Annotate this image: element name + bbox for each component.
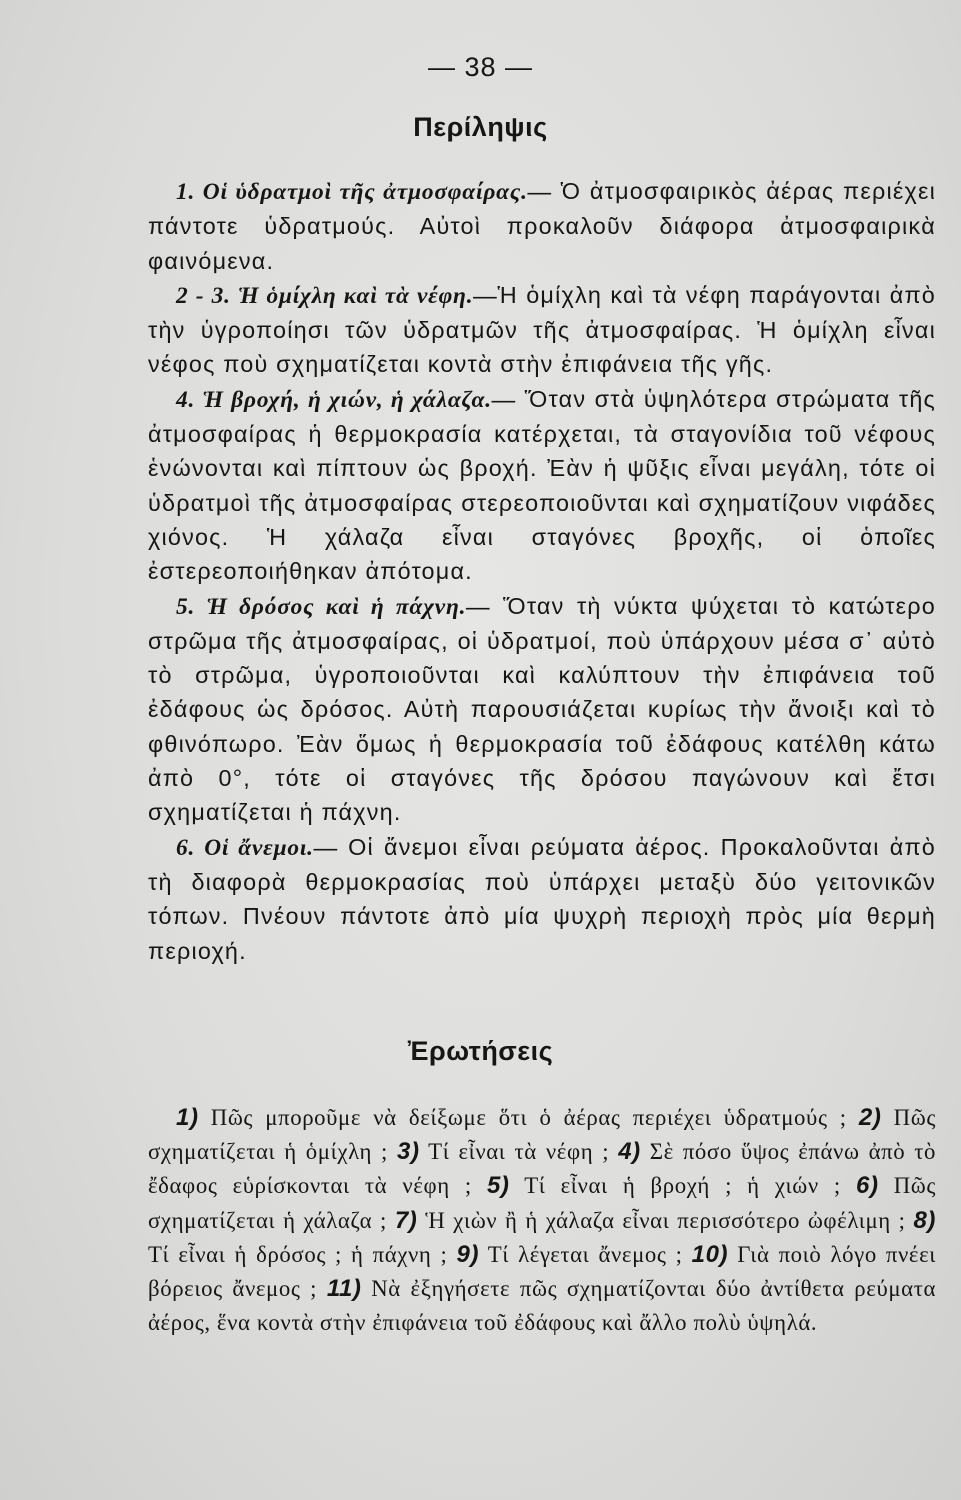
paragraph-title: 6. Οἱ ἄνεμοι.— <box>176 834 339 861</box>
question-number: 10) <box>691 1240 729 1268</box>
summary-section <box>148 174 936 968</box>
paragraph-title: 4. Ἡ βροχή, ἡ χιών, ἡ χάλαζα.— <box>176 386 517 413</box>
question-number: 7) <box>394 1206 418 1234</box>
summary-paragraph <box>148 174 936 278</box>
question-number: 1) <box>176 1104 199 1131</box>
question-number: 8) <box>913 1206 936 1234</box>
paragraph-title: 2 - 3. Ἡ ὁμίχλη καὶ τὰ νέφη.— <box>176 282 498 309</box>
question-text: Πῶς μποροῦμε νὰ δείξωμε ὅτι ὁ ἀέρας περιέχει ὑδρατμούς ; <box>198 1105 859 1130</box>
question-number: 6) <box>856 1172 879 1200</box>
summary-paragraph <box>148 278 936 382</box>
page-number: — 38 — <box>427 52 534 82</box>
question-number: 5) <box>486 1172 510 1200</box>
question-text: Τί λέγεται ἄνεμος ; <box>479 1241 692 1267</box>
paragraph-title: 5. Ἡ δρόσος καὶ ἡ πάχνη.— <box>176 593 491 620</box>
question-text: Τί εἶναι ἡ δρόσος ; ἡ πάχνη ; <box>148 1241 457 1267</box>
summary-paragraph <box>148 830 936 968</box>
summary-paragraph <box>148 382 936 589</box>
question-number: 3) <box>397 1138 420 1166</box>
question-text: Γιὰ ποιὸ λόγο πνέει βόρειος ἄνεμος ; <box>148 1241 936 1302</box>
paragraph-text: Ὅταν τὴ νύκτα ψύχεται τὸ κατώτερο στρῶμα τῆς ἀτμοσφαίρας, οἱ ὑδρατμοί, ποὺ ὑπάρχουν μέσα σ᾽ αὐτὸ τὸ στρῶμα, ὑγροποιοῦνται καὶ καλύπτουν τὴν ἐπιφάνεια τοῦ ἐδάφους ὡς δρόσος. Αὐτὴ παρουσιάζεται κυρίως τὴν ἄνοιξι καὶ τὸ φθινόπωρο. Ἐὰν ὅμως ἡ θερμοκρασία τοῦ ἐδάφους κατέλθη κάτω ἀπὸ 0°, τότε οἱ σταγόνες τῆς δρόσου παγώνουν καὶ ἔτσι σχηματίζεται ἡ πάχνη. <box>148 592 936 826</box>
question-number: 9) <box>456 1240 480 1268</box>
questions-heading: Ἐρωτήσεις <box>407 1036 554 1066</box>
questions-section <box>148 1101 936 1340</box>
question-text: Νὰ ἐξηγήσετε πῶς σχηματίζονται δύο ἀντίθετα ρεύματα ἀέρος, ἕνα κοντὰ στὴν ἐπιφάνεια τοῦ ἐδάφους καὶ ἄλλο πολὺ ὑψηλά. <box>148 1276 937 1336</box>
paragraph-text: Ὅταν στὰ ὑψηλότερα στρώματα τῆς ἀτμοσφαίρας ἡ θερμοκρασία κατέρχεται, τὰ σταγονίδια τοῦ νέφους ἑνώνονται καὶ πίπτουν ὡς βροχή. Ἐὰν ἡ ψῦξις εἶναι μεγάλη, τότε οἱ ὑδρατμοὶ τῆς ἀτμοσφαίρας στερεοποιοῦνται καὶ σχηματίζουν νιφάδες χιόνος. Ἡ χάλαζα εἶναι σταγόνες βροχῆς, οἱ ὁποῖες ἐστερεοποιήθηκαν ἀπότομα. <box>148 385 936 585</box>
paragraph-text: Ὁ ἀτμοσφαιρικὸς ἀέρας περιέχει πάντοτε ὑδρατμούς. Αὐτοὶ προκαλοῦν διάφορα ἀτμοσφαιρικὰ φαινόμενα. <box>148 178 936 274</box>
paragraph-text: Ἡ ὁμίχλη καὶ τὰ νέφη παράγονται ἀπὸ τὴν ὑγροποίησι τῶν ὑδρατμῶν τῆς ἀτμοσφαίρας. Ἡ ὁμίχλη εἶναι νέφος ποὺ σχηματίζεται κοντὰ στὴν ἐπιφάνεια τῆς γῆς. <box>148 281 936 378</box>
question-text: Τί εἶναι τὰ νέφη ; <box>419 1139 619 1165</box>
question-number: 4) <box>618 1138 641 1166</box>
question-number: 2) <box>858 1104 882 1131</box>
question-number: 11) <box>326 1275 362 1303</box>
question-text: Πῶς σχηματίζεται ἡ χάλαζα ; <box>148 1173 937 1233</box>
question-text: Ἡ χιὼν ἢ ἡ χάλαζα εἶναι περισσότερο ὠφέλιμη ; <box>417 1207 914 1233</box>
paragraph-text: Οἱ ἄνεμοι εἶναι ρεύματα ἀέρος. Προκαλοῦνται ἀπὸ τὴ διαφορὰ θερμοκρασίας ποὺ ὑπάρχει μεταξὺ δύο γειτονικῶν τόπων. Πνέουν πάντοτε ἀπὸ μία ψυχρὴ περιοχὴ πρὸς μία θερμὴ περιοχή. <box>148 833 936 964</box>
question-text: Πῶς σχηματίζεται ἡ ὁμίχλη ; <box>148 1105 936 1165</box>
question-text: Σὲ πόσο ὕψος ἐπάνω ἀπὸ τὸ ἔδαφος εὑρίσκονται τὰ νέφη ; <box>148 1139 937 1199</box>
summary-paragraph <box>148 589 936 830</box>
summary-heading: Περίληψις <box>413 112 548 142</box>
question-text: Τί εἶναι ἡ βροχή ; ἡ χιών ; <box>509 1173 857 1199</box>
paragraph-title: 1. Οἱ ὑδρατμοὶ τῆς ἀτμοσφαίρας.— <box>176 179 552 205</box>
